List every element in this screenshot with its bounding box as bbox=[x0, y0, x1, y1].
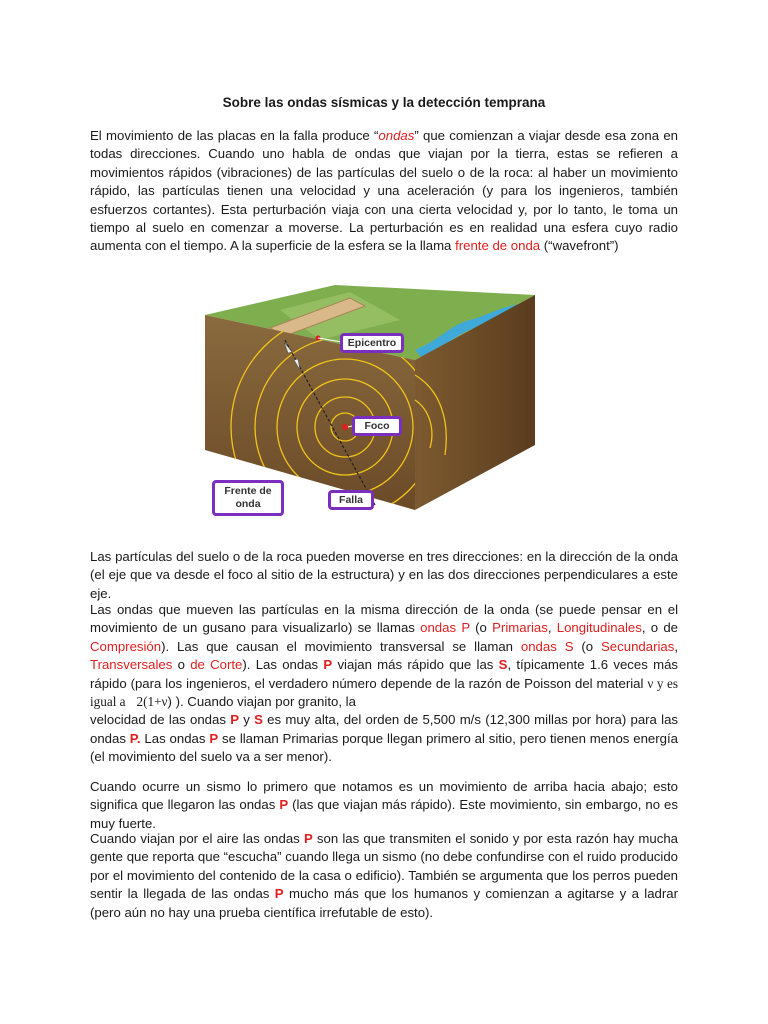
label-epicentro: Epicentro bbox=[340, 333, 404, 353]
text: , o de bbox=[641, 620, 678, 636]
text: son las que transmiten el sonido y por esta razón hay mucha gente que reporta que “escucha” cuando llega un sismo (no debe confundirse con el ruido producido por el movimiento del contenido de la casa o edificio). También se argumenta que los perros pueden sentir la llegada de las ondas bbox=[90, 831, 678, 902]
text: mucho más que los humanos y comienzan a agitarse y a ladrar (pero aún no hay una prueba científica irrefutable de esto). bbox=[90, 886, 678, 920]
paragraph-directions: Las partículas del suelo o de la roca pueden moverse en tres direcciones: en la dirección de la onda (el eje que va desde el foco al sitio de la estructura) y en las dos direcciones perpendiculares a este eje. bbox=[90, 549, 678, 601]
text: Cuando viajan por el aire las ondas bbox=[90, 831, 304, 846]
term-p: P bbox=[323, 657, 333, 673]
label-frente-de-onda: Frente de onda bbox=[212, 480, 284, 516]
text: ) ). Cuando viajan por granito, la bbox=[167, 694, 356, 710]
term-p: P bbox=[209, 730, 219, 746]
term-s: S bbox=[498, 657, 508, 673]
text: (las que viajan más rápido). Este movimiento, sin embargo, no es muy fuerte. bbox=[90, 797, 678, 831]
term-primarias: Primarias bbox=[492, 620, 548, 636]
text: Las ondas bbox=[140, 730, 210, 746]
text: (“wavefront”) bbox=[540, 238, 619, 254]
text: , típicamente 1.6 veces más rápido (para los ingenieros, el verdadero número depende de la razón de Poisson del material bbox=[90, 657, 678, 691]
term-compresion: Compresión bbox=[90, 638, 162, 654]
poisson-nu: ν y es igual a bbox=[90, 675, 678, 710]
frente-leader bbox=[215, 468, 220, 480]
text: viajan más rápido que las bbox=[332, 657, 499, 673]
label-foco: Foco bbox=[352, 416, 402, 436]
term-p: P bbox=[303, 831, 313, 846]
term-p: P bbox=[230, 712, 239, 728]
text: , bbox=[547, 620, 557, 636]
text: ). Las que causan el movimiento transversal se llaman bbox=[161, 638, 521, 654]
text: ). Las ondas bbox=[242, 657, 324, 673]
term-transversales: Transversales bbox=[90, 657, 173, 673]
term-ondas: ondas bbox=[378, 128, 415, 143]
text: (o bbox=[469, 620, 493, 636]
paragraph-first-motion bbox=[90, 778, 678, 833]
term-longitudinales: Longitudinales bbox=[556, 620, 642, 636]
poisson-formula: 2(1+ν bbox=[136, 694, 168, 710]
term-p: P bbox=[279, 797, 289, 813]
paragraph-sound bbox=[90, 830, 678, 922]
text: y bbox=[239, 712, 255, 728]
text: (o bbox=[573, 638, 602, 654]
seismic-figure bbox=[200, 280, 540, 520]
text: , bbox=[674, 638, 678, 654]
term-secundarias: Secundarias bbox=[601, 638, 675, 654]
text: Las ondas que mueven las partículas en la misma dirección de la onda (se puede pensar en el movimiento de un gusano para visualizarlo) se llamas bbox=[90, 602, 678, 636]
paragraph-intro bbox=[90, 127, 678, 256]
term-ondas-p: ondas P bbox=[420, 620, 470, 636]
focus-point bbox=[342, 424, 348, 430]
text: se llaman Primarias porque llegan primero al sitio, pero tienen menos energía (el movimiento del suelo va a ser menor). bbox=[90, 730, 678, 765]
text: velocidad de las ondas bbox=[90, 712, 231, 728]
text: El movimiento de las placas en la falla produce “ bbox=[90, 128, 379, 143]
text: ” que comienzan a viajar desde esa zona en todas direcciones. Cuando uno habla de ondas que viajan por la tierra, estas se refieren a movimientos rápidos (vibraciones) de las partículas del suelo o de la roca: al haber un movimiento rápido, las partículas tienen una velocidad y una aceleración (y para los ingenieros, también esfuerzos cortantes). Esta perturbación viaja con una cierta velocidad y, por lo tanto, le toma un tiempo al suelo en comenzar a moverse. La perturbación es en realidad una esfera cuyo radio aumenta con el tiempo. A la superficie de la esfera se la llama bbox=[90, 128, 678, 254]
text: Cuando ocurre un sismo lo primero que notamos es un movimiento de arriba hacia abajo; esto significa que llegaron las ondas bbox=[90, 779, 678, 813]
label-falla: Falla bbox=[328, 490, 374, 510]
term-s: S bbox=[254, 712, 263, 728]
term-frente-de-onda: frente de onda bbox=[455, 238, 541, 254]
term-p: P bbox=[274, 886, 284, 902]
term-p: P. bbox=[129, 730, 141, 746]
paragraph-wave-types bbox=[90, 601, 678, 767]
text: es muy alta, del orden de 5,500 m/s (12,300 millas por hora) para las ondas bbox=[90, 712, 678, 746]
term-de-corte: de Corte bbox=[190, 657, 243, 673]
text: o bbox=[172, 657, 191, 673]
page-title: Sobre las ondas sísmicas y la detección temprana bbox=[222, 95, 546, 110]
term-ondas-s: ondas S bbox=[520, 638, 574, 654]
